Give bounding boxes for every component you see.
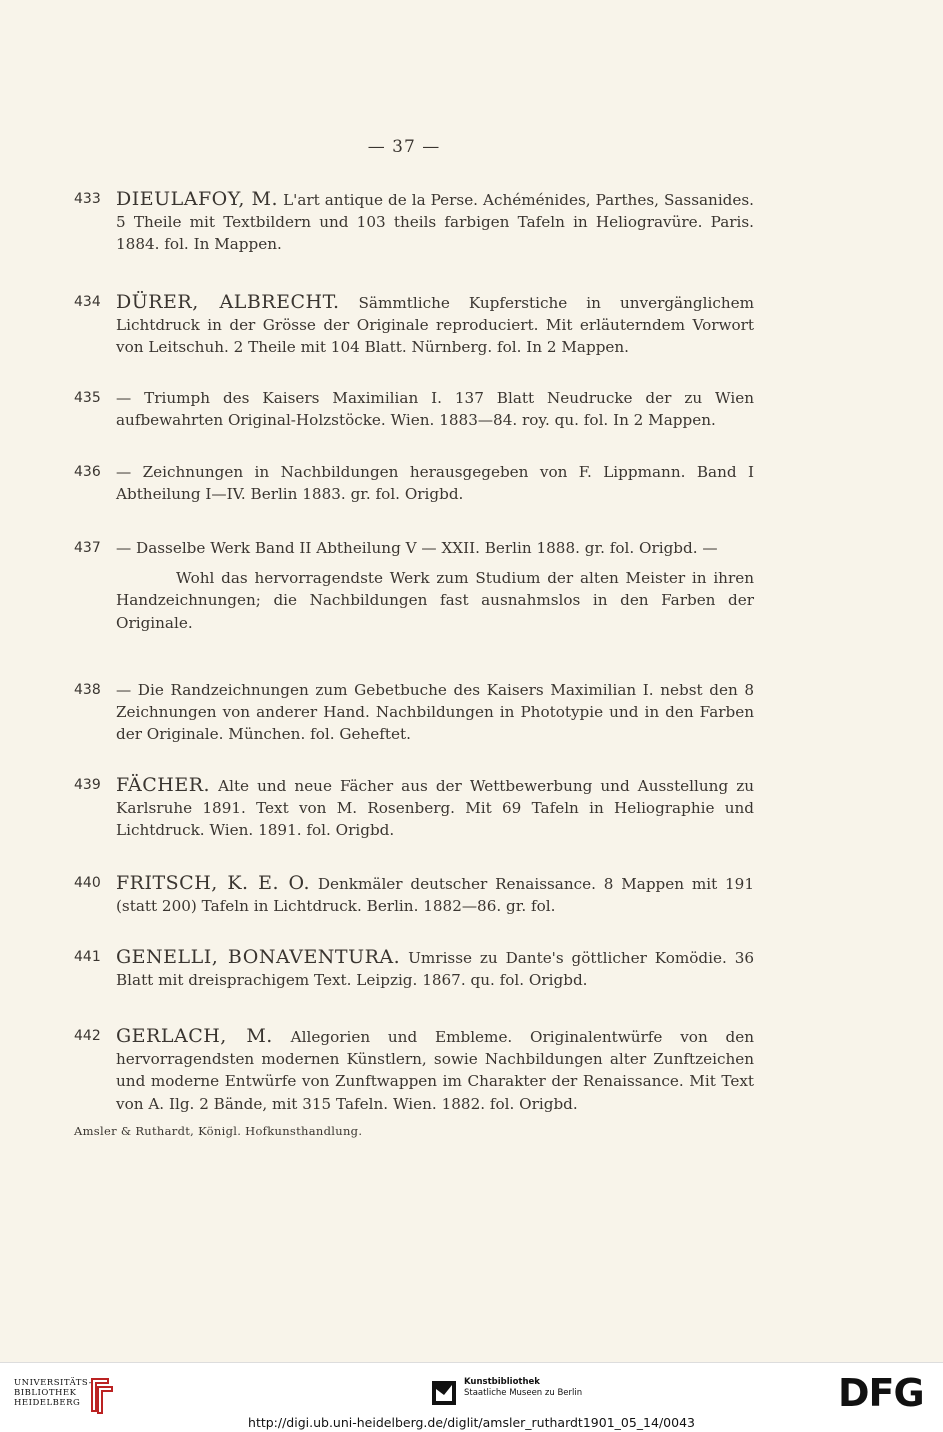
entry-number: 441 bbox=[74, 949, 101, 965]
entry-text: Allegorien und Embleme. Originalentwürfe von den hervorragendsten modernen Künstlern, sowie Nachbildungen alter Zunftzeichen und moderne Entwürfe von Zunftwappen im Charakter der Renaissance. Mit Text von A. Ilg. 2 Bände, mit 315 Tafeln. Wien. 1882. fol. Origbd. bbox=[116, 1028, 755, 1113]
entry-number: 433 bbox=[74, 191, 101, 207]
catalog-entry-434 bbox=[74, 291, 754, 359]
entry-author: DÜRER, ALBRECHT. bbox=[116, 291, 340, 313]
entry-number: 439 bbox=[74, 777, 101, 793]
kunstbibliothek-label bbox=[464, 1377, 582, 1399]
entry-text: L'art antique de la Perse. Achéménides, Parthes, Sassanides. 5 Theile mit Textbildern und 103 theils farbigen Tafeln in Heliogravüre. Paris. 1884. fol. In Mappen. bbox=[116, 191, 755, 254]
entry-author: DIEULAFOY, M. bbox=[116, 188, 279, 210]
entry-text: — Zeichnungen in Nachbildungen herausgegeben von F. Lippmann. Band I Abtheilung I—IV. Berlin 1883. gr. fol. Origbd. bbox=[116, 463, 754, 504]
catalog-entry-433 bbox=[74, 188, 754, 256]
entry-number: 438 bbox=[74, 682, 101, 698]
entry-number: 437 bbox=[74, 540, 101, 556]
entry-text: — Die Randzeichnungen zum Gebetbuche des Kaisers Maximilian I. nebst den 8 Zeichnungen von anderer Hand. Nachbildungen in Phototypie und in den Farben der Originale. München. fol. Geheftet. bbox=[116, 681, 754, 744]
uni-line: HEIDELBERG bbox=[14, 1398, 81, 1408]
kb-title: Kunstbibliothek bbox=[464, 1377, 540, 1387]
kunstbibliothek-logo-icon[interactable] bbox=[432, 1381, 456, 1405]
entry-number: 440 bbox=[74, 875, 101, 891]
entry-author: GENELLI, BONAVENTURA. bbox=[116, 946, 401, 968]
page-number: — 37 — bbox=[367, 137, 441, 157]
university-logo-icon[interactable] bbox=[84, 1375, 114, 1415]
catalog-entry-442 bbox=[74, 1025, 754, 1115]
catalog-entry-436 bbox=[74, 461, 754, 505]
catalog-entry-441 bbox=[74, 946, 754, 991]
catalog-entry-438 bbox=[74, 679, 754, 746]
entry-text: Alte und neue Fächer aus der Wettbewerbung und Ausstellung zu Karlsruhe 1891. Text von M. Rosenberg. Mit 69 Tafeln in Heliographie und Lichtdruck. Wien. 1891. fol. Origbd. bbox=[116, 777, 754, 840]
university-library-label[interactable] bbox=[14, 1378, 92, 1408]
entry-author: FRITSCH, K. E. O. bbox=[116, 872, 311, 894]
uni-line: UNIVERSITÄTS- bbox=[14, 1378, 92, 1388]
catalog-entry-439 bbox=[74, 774, 754, 842]
entry-number: 435 bbox=[74, 390, 101, 406]
uni-line: BIBLIOTHEK bbox=[14, 1388, 77, 1398]
catalog-entry-435 bbox=[74, 387, 754, 431]
publisher-footer: Amsler & Ruthardt, Königl. Hofkunsthandlung. bbox=[74, 1124, 363, 1138]
digitization-bar bbox=[0, 1362, 943, 1432]
entry-author: FÄCHER. bbox=[116, 774, 211, 796]
entry-text: — Triumph des Kaisers Maximilian I. 137 Blatt Neudrucke der zu Wien aufbewahrten Original-Holzstöcke. Wien. 1883—84. roy. qu. fol. In 2 Mappen. bbox=[116, 389, 754, 430]
entry-note: Wohl das hervorragendste Werk zum Studium der alten Meister in ihren Handzeichnungen; die Nachbildungen fast ausnahmslos in den Farben der Originale. bbox=[116, 569, 754, 632]
entry-text: Sämmtliche Kupferstiche in unvergänglichem Lichtdruck in der Grösse der Originale reproduciert. Mit erläuterndem Vorwort von Leitschuh. 2 Theile mit 104 Blatt. Nürnberg. fol. In 2 Mappen. bbox=[116, 294, 755, 357]
catalog-entry-440 bbox=[74, 872, 754, 917]
permalink-url[interactable]: http://digi.ub.uni-heidelberg.de/diglit/amsler_ruthardt1901_05_14/0043 bbox=[248, 1415, 695, 1430]
entry-number: 442 bbox=[74, 1028, 101, 1044]
entry-author: GERLACH, M. bbox=[116, 1025, 273, 1047]
entry-number: 436 bbox=[74, 464, 101, 480]
entry-text: — Dasselbe Werk Band II Abtheilung V — XXII. Berlin 1888. gr. fol. Origbd. — bbox=[116, 539, 718, 557]
entry-text: Umrisse zu Dante's göttlicher Komödie. 36 Blatt mit dreisprachigem Text. Leipzig. 1867. qu. fol. Origbd. bbox=[116, 949, 755, 990]
entry-text: Denkmäler deutscher Renaissance. 8 Mappen mit 191 (statt 200) Tafeln in Lichtdruck. Berlin. 1882—86. gr. fol. bbox=[116, 875, 754, 916]
entry-number: 434 bbox=[74, 294, 101, 310]
kb-subtitle: Staatliche Museen zu Berlin bbox=[464, 1388, 583, 1398]
catalog-entry-437 bbox=[74, 537, 754, 634]
dfg-logo[interactable]: DFG bbox=[838, 1371, 924, 1415]
